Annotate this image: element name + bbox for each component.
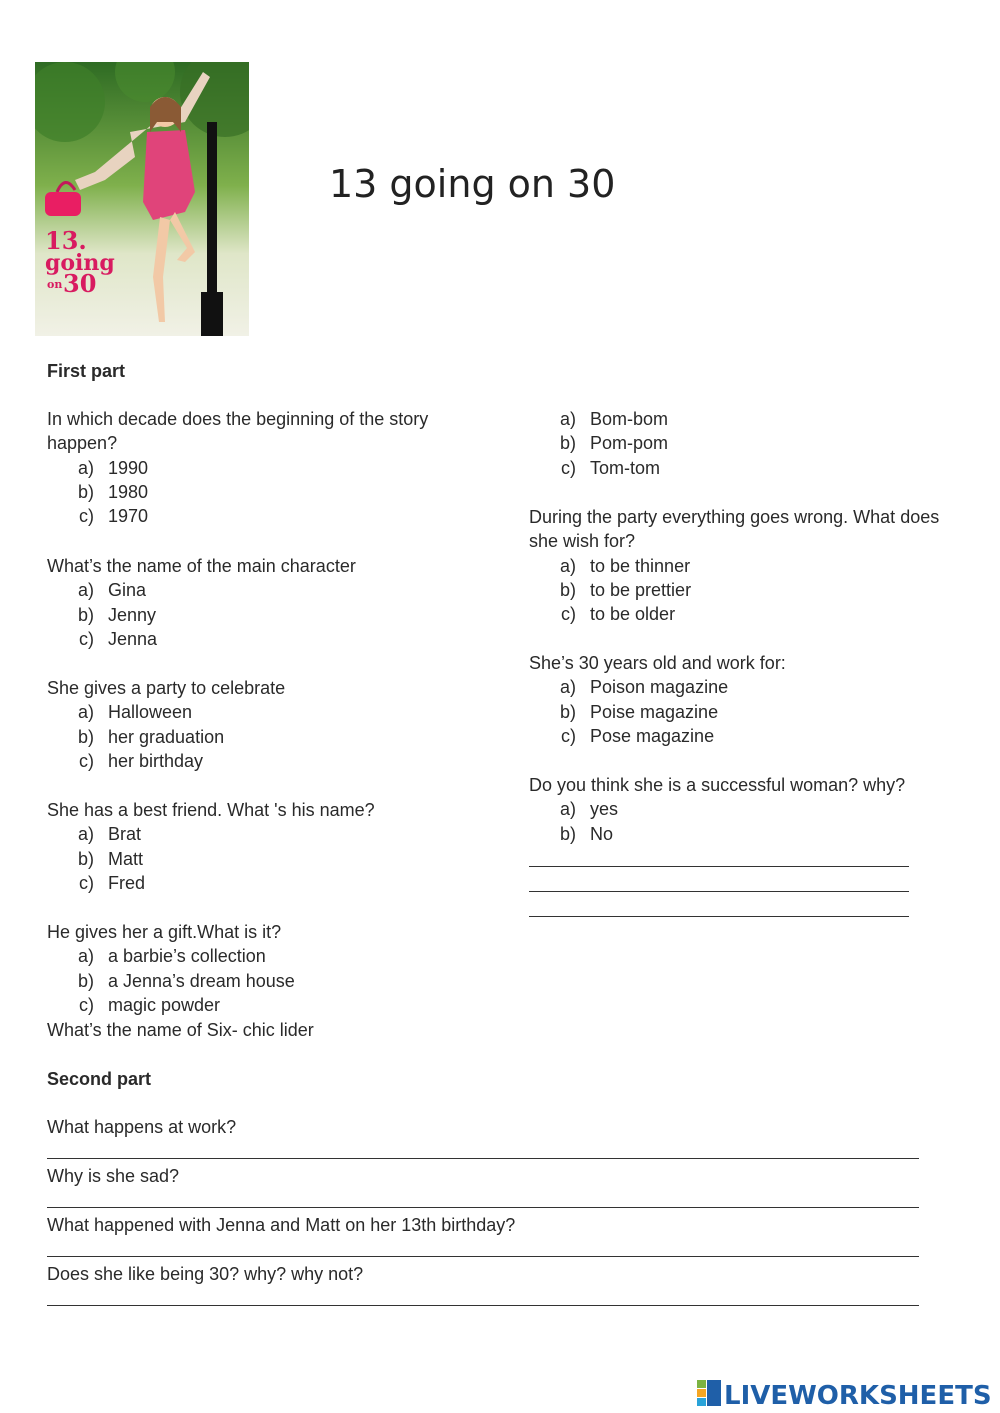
question-text: What happens at work? xyxy=(47,1117,237,1137)
option-text[interactable]: No xyxy=(590,823,614,844)
option-text[interactable]: Poise magazine xyxy=(590,701,719,722)
option-letter: b) xyxy=(77,604,94,625)
option-letter: c) xyxy=(79,628,94,649)
option-text[interactable]: Halloween xyxy=(108,702,193,723)
option-letter: a) xyxy=(77,946,94,967)
option-text[interactable]: Tom-tom xyxy=(590,457,661,478)
option-text[interactable]: a barbie’s collection xyxy=(108,946,266,967)
option-letter: b) xyxy=(77,481,94,502)
option-text[interactable]: to be older xyxy=(590,604,676,625)
question-text: In which decade does the beginning of the story xyxy=(47,409,429,429)
option-letter: b) xyxy=(559,701,576,722)
option-text[interactable]: Pom-pom xyxy=(590,433,669,454)
option-letter: a) xyxy=(559,677,576,698)
question-text: Does she like being 30? why? why not? xyxy=(47,1264,364,1284)
question-text: Why is she sad? xyxy=(47,1166,180,1186)
option-letter: b) xyxy=(77,848,94,869)
badge-l-icon xyxy=(697,1380,706,1388)
brand-name: LIVEWORKSHEETS xyxy=(724,1381,992,1408)
option-text[interactable]: yes xyxy=(590,799,619,820)
option-letter: c) xyxy=(561,604,576,625)
option-letter: c) xyxy=(561,457,576,478)
answer-line[interactable] xyxy=(529,866,909,867)
answer-line[interactable] xyxy=(47,1207,919,1208)
option-text[interactable]: Bom-bom xyxy=(590,409,669,429)
question-text: He gives her a gift.What is it? xyxy=(47,922,282,942)
answer-line[interactable] xyxy=(529,916,909,917)
option-text[interactable]: Jenny xyxy=(108,604,157,625)
option-letter: c) xyxy=(79,872,94,893)
option-letter: b) xyxy=(77,970,94,991)
first-part-heading: First part xyxy=(47,361,126,381)
liveworksheets-logo xyxy=(697,1378,995,1408)
question-text: During the party everything goes wrong. What does xyxy=(529,507,940,527)
option-text[interactable]: Poison magazine xyxy=(590,677,729,698)
answer-line[interactable] xyxy=(47,1256,919,1257)
question-text: She gives a party to celebrate xyxy=(47,678,286,698)
option-letter: c) xyxy=(79,750,94,771)
option-letter: b) xyxy=(77,726,94,747)
question-text: She has a best friend. What 's his name? xyxy=(47,800,375,820)
option-letter: b) xyxy=(559,433,576,454)
question-text: She’s 30 years old and work for: xyxy=(529,653,786,673)
answer-line[interactable] xyxy=(47,1305,919,1306)
question-text: happen? xyxy=(47,433,118,454)
option-letter: a) xyxy=(559,799,576,820)
option-letter: b) xyxy=(559,579,576,600)
badge-s-icon xyxy=(697,1398,706,1406)
movie-poster xyxy=(35,62,249,336)
option-text[interactable]: to be thinner xyxy=(590,555,691,576)
poster-logo-going: going xyxy=(45,250,115,276)
option-letter: a) xyxy=(77,457,94,478)
option-text[interactable]: magic powder xyxy=(108,994,221,1015)
option-text[interactable]: her graduation xyxy=(108,726,225,747)
option-letter: a) xyxy=(77,702,94,723)
poster-logo-13: 13. xyxy=(45,226,87,255)
question-text: Do you think she is a successful woman? why? xyxy=(529,775,906,795)
option-text[interactable]: her birthday xyxy=(108,750,204,771)
option-text[interactable]: Pose magazine xyxy=(590,725,715,746)
option-text[interactable]: to be prettier xyxy=(590,579,692,600)
option-text[interactable]: 1970 xyxy=(108,506,149,527)
badge-w-icon xyxy=(697,1389,706,1397)
option-letter: c) xyxy=(561,725,576,746)
poster-logo-on: on xyxy=(47,278,63,291)
option-text[interactable]: 1990 xyxy=(108,457,149,478)
option-text[interactable]: Fred xyxy=(108,872,146,893)
option-letter: c) xyxy=(79,994,94,1015)
second-part-heading: Second part xyxy=(47,1069,152,1089)
option-text[interactable]: 1980 xyxy=(108,481,149,502)
option-text[interactable]: Gina xyxy=(108,580,147,601)
poster-logo-30: 30 xyxy=(63,269,97,298)
answer-line[interactable] xyxy=(529,891,909,892)
question-text: What happened with Jenna and Matt on her 13th birthday? xyxy=(47,1215,516,1235)
question-text: What’s the name of Six- chic lider xyxy=(47,1020,314,1040)
option-letter: c) xyxy=(79,506,94,527)
option-letter: a) xyxy=(559,555,576,576)
option-letter: a) xyxy=(77,824,94,845)
option-letter: a) xyxy=(77,580,94,601)
answer-line[interactable] xyxy=(47,1158,919,1159)
page-title: 13 going on 30 xyxy=(329,162,616,206)
question-text: she wish for? xyxy=(529,531,636,552)
option-letter: a) xyxy=(559,409,576,429)
option-text[interactable]: Matt xyxy=(108,848,144,869)
option-text[interactable]: a Jenna’s dream house xyxy=(108,970,295,991)
option-letter: b) xyxy=(559,823,576,844)
question-text: What’s the name of the main character xyxy=(47,556,356,576)
option-text[interactable]: Brat xyxy=(108,824,142,845)
option-text[interactable]: Jenna xyxy=(108,628,158,649)
